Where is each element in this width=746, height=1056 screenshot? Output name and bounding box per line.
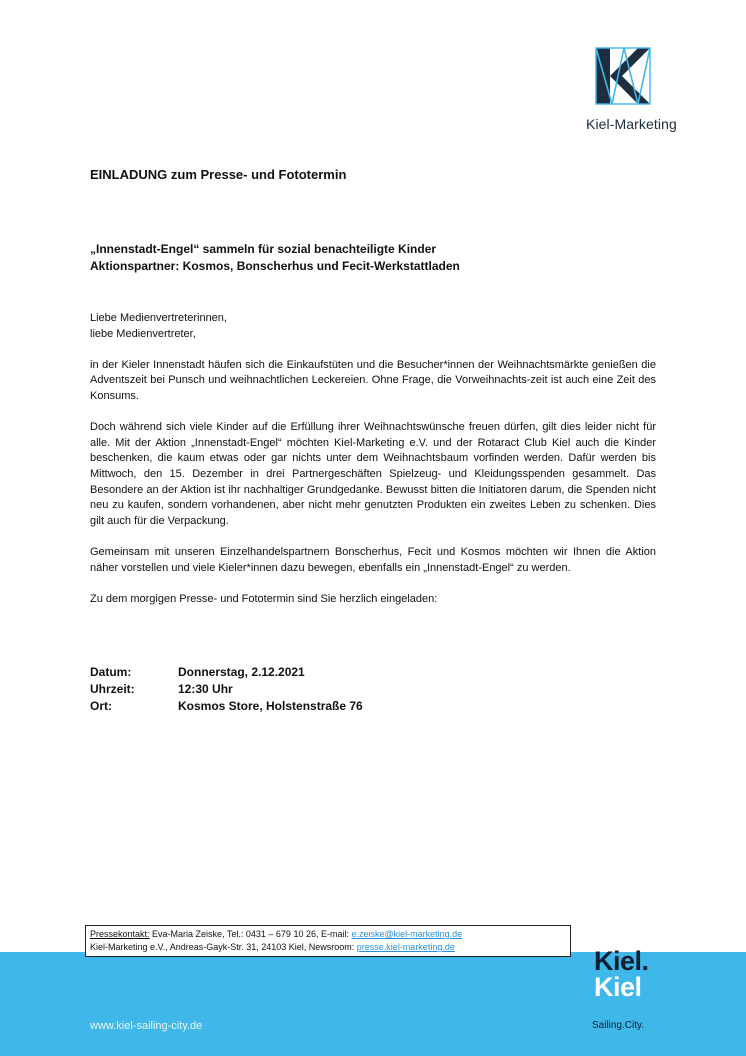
greeting xyxy=(90,311,656,342)
brand-name: Kiel-Marketing xyxy=(586,116,677,132)
detail-value: 12:30 Uhr xyxy=(178,682,233,696)
detail-label: Datum: xyxy=(90,665,132,679)
paragraph: Zu dem morgigen Presse- und Fototermin sind Sie herzlich eingeladen: xyxy=(90,592,438,605)
event-details xyxy=(90,664,363,715)
page-title: EINLADUNG zum Presse- und Fototermin xyxy=(90,167,347,182)
paragraph: Doch während sich viele Kinder auf die Erfüllung ihrer Weihnachtswünsche freuen dürfen, gilt dies leider nicht für alle. Mit der Aktion „Innenstadt-Engel“ möchten Kiel-Marketing e.V. und der Rotaract Club Kiel auch die Kinder beschenken, die kaum etwas oder gar nichts unter dem Weihnachtsbaum vorfinden werden. Dafür werden bis Mittwoch, den 15. Dezember in drei Partnergeschäften Spielzeug- und Kleidungsspenden gesammelt. Das Besondere an der Aktion ist ihr nachhaltiger Grundgedanke. Bewusst bitten die Initiatoren darum, die Spenden nicht neu zu kaufen, sondern vorhandenen, aber nicht mehr genutzten Produkten ein zweites Leben zu schenken. Dies gilt auch für die Verpackung. xyxy=(90,421,656,527)
logo-wordmark-top: Kiel. xyxy=(594,946,649,976)
subheading-line: „Innenstadt-Engel“ sammeln für sozial benachteiligte Kinder xyxy=(90,242,437,256)
press-contact-box xyxy=(85,925,571,957)
contact-label: Pressekontakt: xyxy=(90,929,150,939)
subheading-line: Aktionspartner: Kosmos, Bonscherhus und Fecit-Werkstattladen xyxy=(90,259,460,273)
contact-text: Eva-Maria Zeiske, Tel.: 0431 – 679 10 26, E-mail: xyxy=(149,929,352,939)
website-url[interactable]: www.kiel-sailing-city.de xyxy=(90,1020,203,1032)
subheading xyxy=(90,241,460,275)
newsroom-link[interactable]: presse.kiel-marketing.de xyxy=(356,942,455,952)
logo-tagline: Sailing.City. xyxy=(592,1020,645,1031)
email-link[interactable]: e.zeiske@kiel-marketing.de xyxy=(351,929,463,939)
paragraph: in der Kieler Innenstadt häufen sich die Einkaufstüten und die Besucher*innen der Weihnachtsmärkte genießen die Adventszeit bei Punsch und weihnachtlichen Leckereien. Ohne Frage, die Vorweihnachts-zeit ist auch eine Zeit des Konsums. xyxy=(90,358,656,402)
logo-wordmark-bottom: Kiel xyxy=(594,972,642,1002)
detail-row xyxy=(90,664,363,681)
detail-row xyxy=(90,681,363,698)
greeting-line: liebe Medienvertreter, xyxy=(90,327,196,340)
paragraph: Gemeinsam mit unseren Einzelhandelspartnern Bonscherhus, Fecit und Kosmos möchten wir Ihnen die Aktion näher vorstellen und viele Kieler*innen dazu bewegen, ebenfalls ein „Innenstadt-Engel“ zu werden. xyxy=(90,545,656,574)
detail-value: Donnerstag, 2.12.2021 xyxy=(178,665,305,679)
detail-label: Uhrzeit: xyxy=(90,682,135,696)
contact-address: Kiel-Marketing e.V., Andreas-Gayk-Str. 31, 24103 Kiel, Newsroom: xyxy=(90,942,357,952)
detail-row xyxy=(90,698,363,715)
kiel-k-logo-icon xyxy=(594,46,652,106)
detail-value: Kosmos Store, Holstenstraße 76 xyxy=(178,699,363,713)
kiel-marketing-logo xyxy=(586,46,686,136)
greeting-line: Liebe Medienvertreterinnen, xyxy=(90,312,227,324)
letter-body xyxy=(90,311,656,623)
kiel-sailing-city-logo xyxy=(590,946,690,1036)
detail-label: Ort: xyxy=(90,699,112,713)
